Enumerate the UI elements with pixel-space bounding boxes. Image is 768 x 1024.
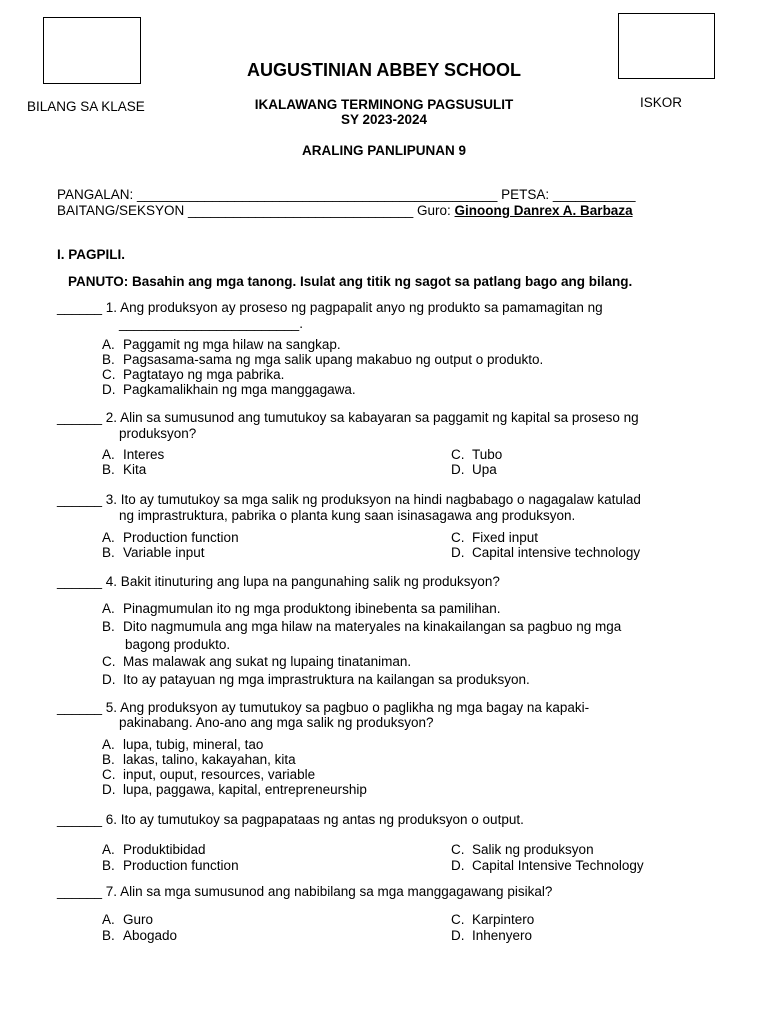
choice-5b: B. lakas, talino, kakayahan, kita <box>102 752 296 767</box>
question-3-stem-cont: ng imprastruktura, pabrika o planta kung saan isinasagawa ang produksyon. <box>119 508 576 523</box>
choice-6c: C. Salik ng produksyon <box>451 842 594 857</box>
choice-1c: C. Pagtatayo ng mga pabrika. <box>102 367 285 382</box>
teacher-name: Ginoong Danrex A. Barbaza <box>454 203 633 218</box>
choice-7a: A. Guro <box>102 912 154 927</box>
choice-4b-cont: bagong produkto. <box>125 637 231 652</box>
choice-6a: A. Produktibidad <box>102 842 206 857</box>
class-number-label: BILANG SA KLASE <box>27 99 145 114</box>
question-3-stem[interactable]: ______ 3. Ito ay tumutukoy sa mga salik ng produksyon na hindi nagbabago o nagagalaw katulad <box>57 492 641 507</box>
question-2-stem-cont: produksyon? <box>119 426 197 441</box>
choice-2d: D. Upa <box>451 462 497 477</box>
question-4-stem[interactable]: ______ 4. Bakit itinuturing ang lupa na pangunahing salik ng produksyon? <box>57 574 500 589</box>
choice-4b: B. Dito nagmumula ang mga hilaw na materyales na kinakailangan sa pagbuo ng mga <box>102 619 622 634</box>
choice-1b: B. Pagsasama-sama ng mga salik upang makabuo ng output o produkto. <box>102 352 544 367</box>
choice-4d: D. Ito ay patayuan ng mga imprastruktura na kailangan sa produksyon. <box>102 672 530 687</box>
choice-1d: D. Pagkamalikhain ng mga manggagawa. <box>102 382 356 397</box>
exam-title: IKALAWANG TERMINONG PAGSUSULIT <box>254 97 514 112</box>
section-teacher-line <box>57 203 633 219</box>
school-year: SY 2023-2024 <box>340 112 428 127</box>
question-1-stem-cont: ________________________. <box>119 316 303 331</box>
question-5-stem[interactable]: ______ 5. Ang produksyon ay tumutukoy sa pagbuo o paglikha ng mga bagay na kapaki- <box>57 700 590 715</box>
choice-6d: D. Capital Intensive Technology <box>451 858 644 873</box>
question-5-stem-cont: pakinabang. Ano-ano ang mga salik ng produksyon? <box>119 715 434 730</box>
question-1-stem[interactable]: ______ 1. Ang produksyon ay proseso ng pagpapalit anyo ng produkto sa pamamagitan ng <box>57 300 603 315</box>
choice-6b: B. Production function <box>102 858 239 873</box>
school-name: AUGUSTINIAN ABBEY SCHOOL <box>246 60 522 80</box>
choice-4a: A. Pinagmumulan ito ng mga produktong ibinebenta sa pamilihan. <box>102 601 501 616</box>
choice-7b: B. Abogado <box>102 928 178 943</box>
choice-3a: A. Production function <box>102 530 239 545</box>
choice-4c: C. Mas malawak ang sukat ng lupaing tinataniman. <box>102 654 412 669</box>
choice-2b: B. Kita <box>102 462 147 477</box>
directions: PANUTO: Basahin ang mga tanong. Isulat ang titik ng sagot sa patlang bago ang bilang. <box>68 274 633 289</box>
choice-1a: A. Paggamit ng mga hilaw na sangkap. <box>102 337 341 352</box>
name-date-line[interactable]: PANGALAN: ________________________________________________ PETSA: ___________ <box>57 187 636 202</box>
question-7-stem[interactable]: ______ 7. Alin sa mga sumusunod ang nabibilang sa mga manggagawang pisikal? <box>57 884 553 899</box>
question-2-stem[interactable]: ______ 2. Alin sa sumusunod ang tumutukoy sa kabayaran sa paggamit ng kapital sa proseso ng <box>57 410 639 425</box>
question-6-stem[interactable]: ______ 6. Ito ay tumutukoy sa pagpapataas ng antas ng produksyon o output. <box>57 812 524 827</box>
choice-7c: C. Karpintero <box>451 912 535 927</box>
choice-5d: D. lupa, paggawa, kapital, entrepreneurship <box>102 782 367 797</box>
choice-3b: B. Variable input <box>102 545 205 560</box>
subject-title: ARALING PANLIPUNAN 9 <box>301 143 466 158</box>
choice-3d: D. Capital intensive technology <box>451 545 641 560</box>
part-heading: I. PAGPILI. <box>57 247 126 262</box>
choice-7d: D. Inhenyero <box>451 928 533 943</box>
choice-2a: A. Interes <box>102 447 165 462</box>
choice-3c: C. Fixed input <box>451 530 539 545</box>
section-line-text[interactable]: BAITANG/SEKSYON ______________________________ Guro: <box>57 203 455 218</box>
choice-5c: C. input, ouput, resources, variable <box>102 767 316 782</box>
choice-2c: C. Tubo <box>451 447 503 462</box>
score-label: ISKOR <box>640 95 683 110</box>
choice-5a: A. lupa, tubig, mineral, tao <box>102 737 264 752</box>
